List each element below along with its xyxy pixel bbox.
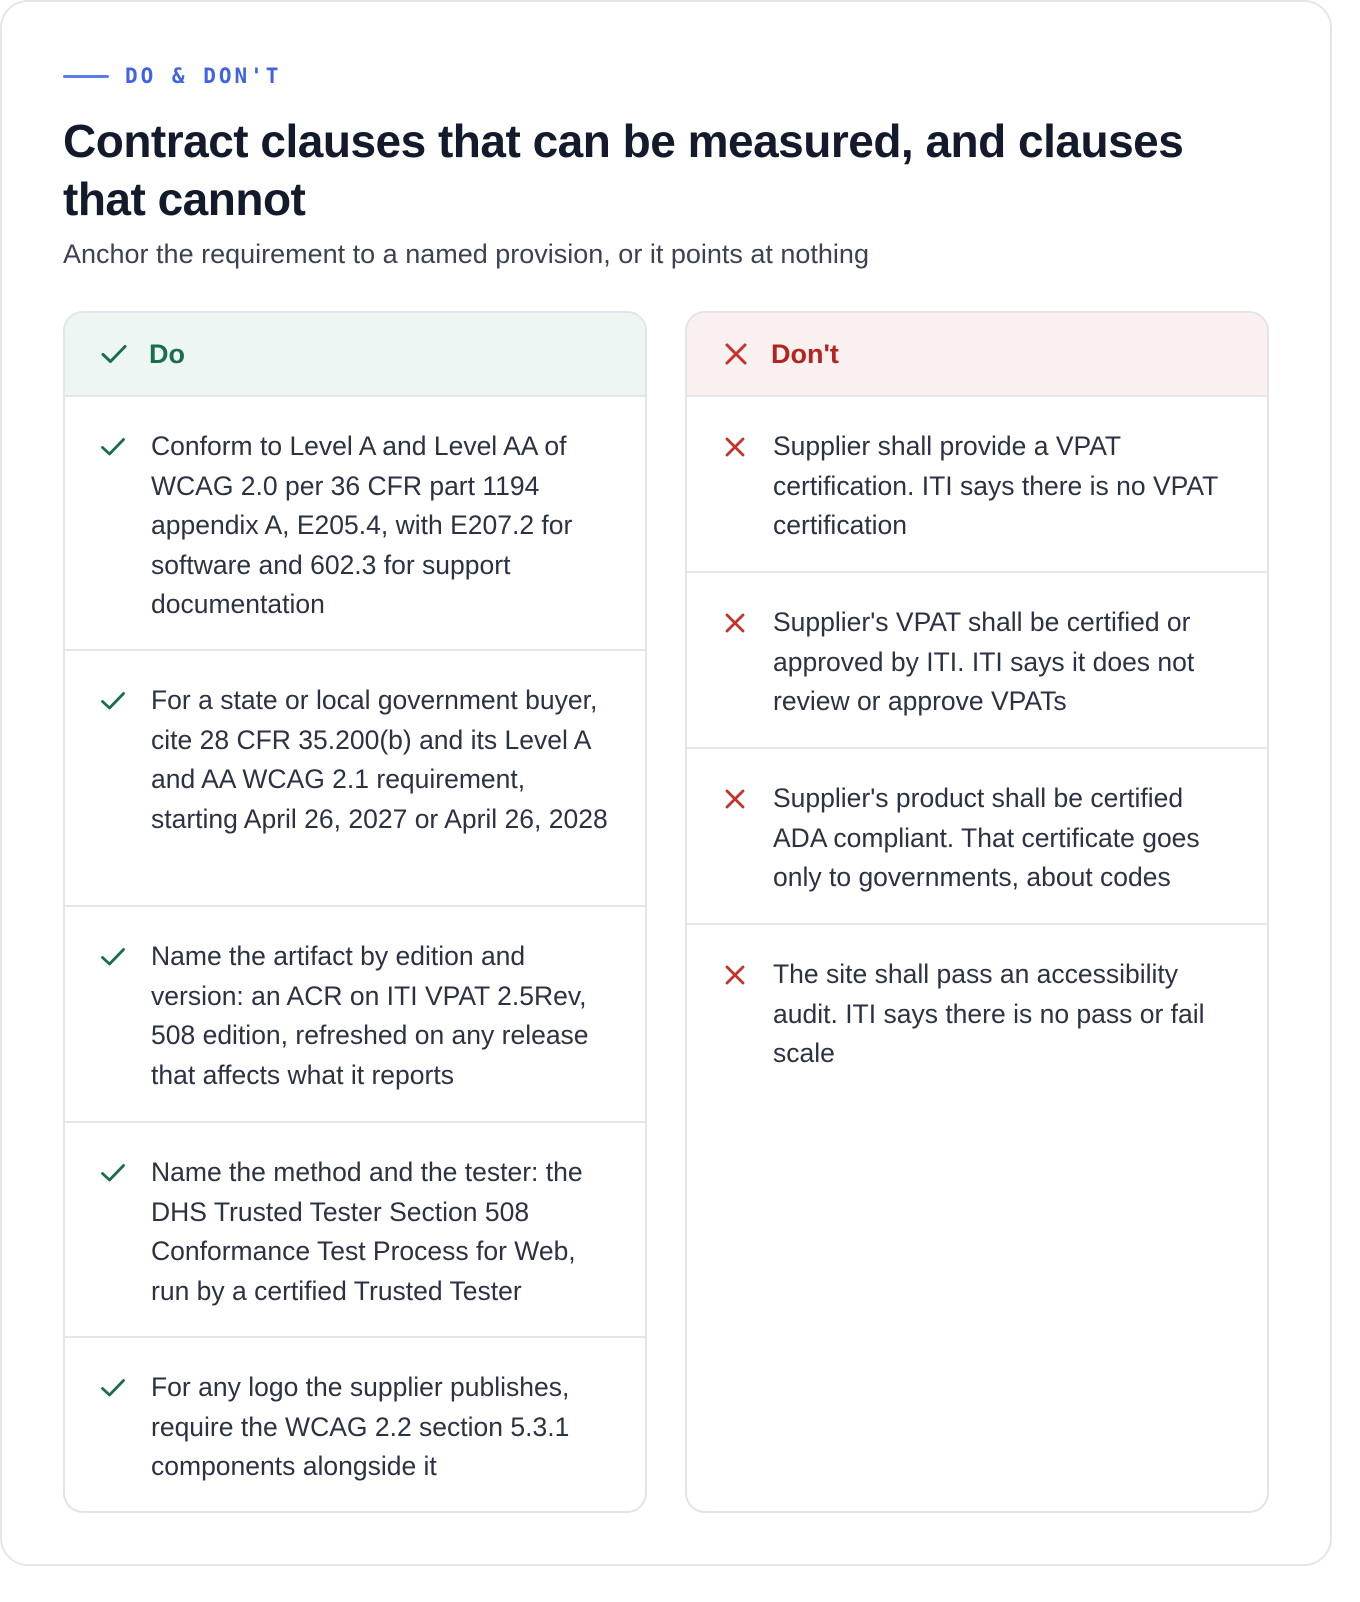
do-panel-header <box>65 313 645 397</box>
do-item <box>65 907 645 1123</box>
dont-item-text: Supplier's VPAT shall be certified or approved by ITI. ITI says it does not review or approve VPATs <box>773 607 1195 716</box>
do-panel <box>63 311 647 1513</box>
dont-item-text: Supplier shall provide a VPAT certification. ITI says there is no VPAT certification <box>773 431 1218 540</box>
dont-item <box>687 749 1267 925</box>
dont-panel <box>685 311 1269 1513</box>
do-item-text: Conform to Level A and Level AA of WCAG 2.0 per 36 CFR part 1194 appendix A, E205.4, with E207.2 for software and 602.3 for support documentation <box>151 431 573 619</box>
eyebrow <box>63 64 281 88</box>
dont-item <box>687 573 1267 749</box>
do-panel-title: Do <box>149 338 185 369</box>
dont-item-text: Supplier's product shall be certified ADA compliant. That certificate goes only to governments, about codes <box>773 783 1200 892</box>
eyebrow-label: DO & DON'T <box>125 64 282 88</box>
x-icon <box>721 339 751 369</box>
do-item <box>65 397 645 651</box>
check-icon <box>99 1374 127 1402</box>
eyebrow-rule <box>63 75 109 78</box>
check-icon <box>99 943 127 971</box>
do-item <box>65 1338 645 1513</box>
page-title: Contract clauses that can be measured, and clauses that cannot <box>63 115 1184 225</box>
check-icon <box>99 339 129 369</box>
dont-item-text: The site shall pass an accessibility audit. ITI says there is no pass or fail scale <box>773 959 1205 1068</box>
dont-panel-title: Don't <box>771 338 839 369</box>
check-icon <box>99 1159 127 1187</box>
x-icon <box>721 785 749 813</box>
check-icon <box>99 433 127 461</box>
x-icon <box>721 609 749 637</box>
dont-panel-header <box>687 313 1267 397</box>
page-subtitle: Anchor the requirement to a named provision, or it points at nothing <box>63 239 869 269</box>
do-item-text: For any logo the supplier publishes, require the WCAG 2.2 section 5.3.1 components alongside it <box>151 1372 570 1481</box>
do-item <box>65 1123 645 1338</box>
do-item-text: Name the method and the tester: the DHS Trusted Tester Section 508 Conformance Test Process for Web, run by a certified Trusted Tester <box>151 1157 583 1306</box>
x-icon <box>721 433 749 461</box>
check-icon <box>99 687 127 715</box>
do-item-text: Name the artifact by edition and version: an ACR on ITI VPAT 2.5Rev, 508 edition, refreshed on any release that affects what it reports <box>151 941 589 1090</box>
do-list <box>65 397 645 1513</box>
do-item <box>65 651 645 907</box>
dont-item <box>687 397 1267 573</box>
x-icon <box>721 961 749 989</box>
do-item-text: For a state or local government buyer, cite 28 CFR 35.200(b) and its Level A and AA WCAG 2.1 requirement, starting April 26, 2027 or April 26, 2028 <box>151 685 608 834</box>
dont-list <box>687 397 1267 1104</box>
dont-item <box>687 925 1267 1104</box>
